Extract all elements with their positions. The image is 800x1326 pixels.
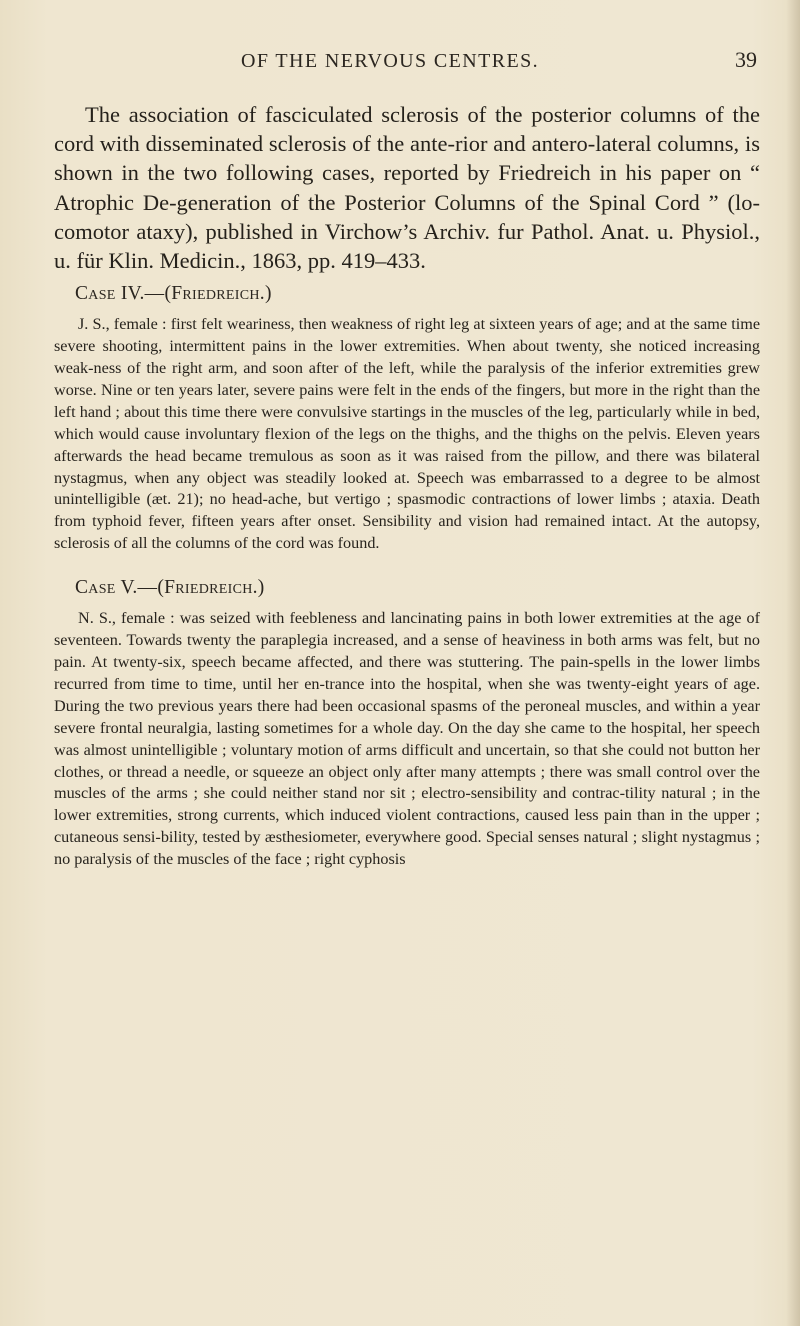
case-body-iv: J. S., female : first felt weariness, then weakness of right leg at sixteen years of age; and at the same time severe shooting, intermittent pains in the lower extremities. When about twenty, she noticed increasing weak-ness of the right arm, and soon after of the left, while the paralysis of the inferior extremities grew worse. Nine or ten years later, severe pains were felt in the ends of the fingers, but more in the right than the left hand ; about this time there were convulsive startings in the muscles of the leg, particularly while in bed, which would cause involuntary flexion of the legs on the thighs, and the thighs on the pelvis. Eleven years afterwards the head became tremulous as soon as it was raised from the pillow, and there was bilateral nystagmus, when any object was steadily looked at. Speech was embarrassed to a degree to be almost unintelligible (æt. 21); no head-ache, but vertigo ; spasmodic contractions of lower limbs ; ataxia. Death from typhoid fever, fifteen years after onset. Sensibility and vision had remained intact. At the autopsy, sclerosis of all the columns of the cord was found.: [54, 315, 760, 553]
case-heading-v: [54, 577, 760, 599]
page-number: 39: [735, 47, 757, 72]
running-head: [0, 47, 800, 80]
intro-paragraph: The association of fasciculated sclerosis of the posterior columns of the cord with disseminated sclerosis of the ante-rior and antero-lateral columns, is shown in the two following cases, reported by Friedreich in his paper on “ Atrophic De-generation of the Posterior Columns of the Spinal Cord ” (lo-comotor ataxy), published in Virchow’s Archiv. fur Pathol. Anat. u. Physiol., u. für Klin. Medicin., 1863, pp. 419–433.: [54, 102, 760, 274]
page-edge-shadow: [786, 0, 800, 1326]
case-body-v: N. S., female : was seized with feebleness and lancinating pains in both lower extremities at the age of seventeen. Towards twenty the paraplegia increased, and a sense of heaviness in both arms was felt, but no pain. At twenty-six, speech became affected, and there was stuttering. The pain-spells in the lower limbs recurred from time to time, until her en-trance into the hospital, when she was twenty-eight years of age. During the two previous years there had been occasional spasms of the peroneal muscles, and within a year severe frontal neuralgia, lasting sometimes for a whole day. On the day she came to the hospital, her speech was almost unintelligible ; voluntary motion of arms difficult and uncertain, so that she could not button her clothes, or thread a needle, or squeeze an object only after many attempts ; there was small control over the muscles of the arms ; she could neither stand nor sit ; electro-sensibility and contrac-tility natural ; in the lower extremities, strong currents, which induced violent contractions, caused less pain than in the upper ; cutaneous sensi-bility, tested by æsthesiometer, everywhere good. Special senses natural ; slight nystagmus ; no paralysis of the muscles of the face ; right cyphosis: [54, 609, 760, 869]
case-author: —(Friedreich.): [144, 283, 272, 305]
case-author: —(Friedreich.): [137, 577, 265, 599]
case-heading-iv: [54, 283, 760, 305]
page-content: [54, 100, 760, 871]
running-title: OF THE NERVOUS CENTRES.: [241, 50, 540, 72]
case-label: Case V.: [75, 577, 138, 599]
case-label: Case IV.: [75, 283, 145, 305]
